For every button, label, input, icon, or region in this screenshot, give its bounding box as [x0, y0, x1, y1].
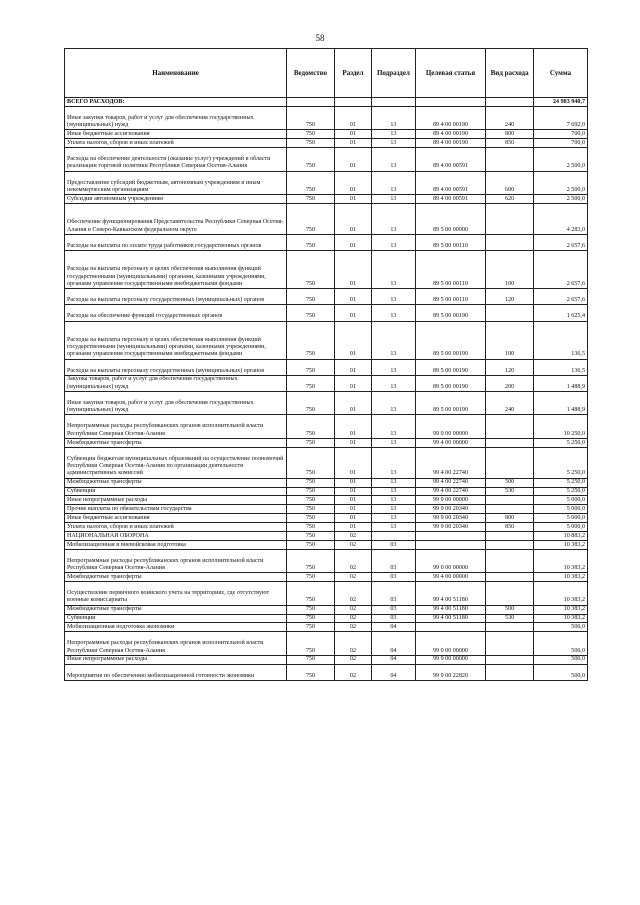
budget-table: [64, 48, 588, 681]
cell-vedomstvo: 750: [287, 130, 335, 139]
cell-statya: 99 4 00 51180: [415, 582, 486, 606]
table-row: [65, 130, 588, 139]
cell-podrazdel: 13: [372, 447, 416, 478]
table-row: [65, 98, 588, 107]
cell-razdel: 01: [334, 234, 371, 250]
cell-vedomstvo: 750: [287, 655, 335, 664]
cell-vid: 500: [486, 605, 534, 614]
cell-podrazdel: 13: [372, 305, 416, 321]
cell-name: Прочие выплаты по обязательствам государства: [65, 505, 287, 514]
cell-name: Уплата налогов, сборов и иных платежей: [65, 139, 287, 148]
cell-name: Субвенции бюджетам муниципальных образований на осуществление полномочий Республики Северная Осетия-Алания по организации деятельности административных комиссий: [65, 447, 287, 478]
cell-vedomstvo: 750: [287, 632, 335, 656]
cell-vedomstvo: 750: [287, 505, 335, 514]
cell-razdel: 02: [334, 605, 371, 614]
cell-vid: 500: [486, 478, 534, 487]
cell-name: Субвенции: [65, 487, 287, 496]
cell-statya: [415, 532, 486, 541]
cell-podrazdel: 13: [372, 321, 416, 359]
cell-vid: [486, 532, 534, 541]
cell-razdel: 01: [334, 106, 371, 130]
header-vedomstvo: Ведомство: [287, 49, 335, 98]
cell-summa: 2 500,0: [533, 148, 587, 172]
cell-summa: 24 983 940,7: [533, 98, 587, 107]
table-row: [65, 614, 588, 623]
cell-summa: 2 657,6: [533, 234, 587, 250]
cell-podrazdel: 13: [372, 106, 416, 130]
cell-podrazdel: 13: [372, 171, 416, 195]
cell-podrazdel: 13: [372, 478, 416, 487]
cell-podrazdel: 13: [372, 289, 416, 305]
cell-name: Иные непрограммные расходы: [65, 655, 287, 664]
cell-vid: [486, 549, 534, 573]
cell-vedomstvo: 750: [287, 305, 335, 321]
cell-summa: 10 383,2: [533, 540, 587, 549]
cell-razdel: 02: [334, 532, 371, 541]
table-row: [65, 375, 588, 391]
cell-summa: 700,0: [533, 139, 587, 148]
cell-podrazdel: 13: [372, 523, 416, 532]
cell-razdel: 01: [334, 391, 371, 415]
cell-statya: 89 5 00 00110: [415, 289, 486, 305]
cell-statya: 99 4 00 22740: [415, 447, 486, 478]
cell-name: Расходы на обеспечение деятельности (оказание услуг) учреждений в области реализации торговой политики Республики Северная Осетия-Алания: [65, 148, 287, 172]
table-row: [65, 532, 588, 541]
cell-name: Расходы на выплаты по оплате труда работников государственных органов: [65, 234, 287, 250]
table-row: [65, 171, 588, 195]
cell-name: Расходы на выплаты персоналу государственных (муниципальных) органов: [65, 289, 287, 305]
cell-razdel: 01: [334, 148, 371, 172]
cell-statya: 89 4 00 00591: [415, 171, 486, 195]
cell-vid: 200: [486, 375, 534, 391]
table-row: [65, 438, 588, 447]
table-row: [65, 478, 588, 487]
cell-summa: 2 500,0: [533, 195, 587, 204]
cell-vid: [486, 496, 534, 505]
cell-vid: [486, 664, 534, 680]
cell-vid: [486, 632, 534, 656]
cell-vid: 530: [486, 614, 534, 623]
cell-razdel: 01: [334, 171, 371, 195]
cell-name: Непрограммные расходы республиканских органов исполнительной власти Республики Северная Осетия-Алания: [65, 549, 287, 573]
table-body: [65, 98, 588, 681]
cell-razdel: 01: [334, 321, 371, 359]
table-row: [65, 540, 588, 549]
table-row: [65, 251, 588, 289]
cell-vedomstvo: 750: [287, 447, 335, 478]
cell-vid: 240: [486, 106, 534, 130]
cell-summa: 1 488,9: [533, 375, 587, 391]
cell-vedomstvo: 750: [287, 321, 335, 359]
cell-vedomstvo: 750: [287, 148, 335, 172]
cell-razdel: 02: [334, 540, 371, 549]
cell-podrazdel: 03: [372, 605, 416, 614]
cell-podrazdel: 13: [372, 148, 416, 172]
cell-podrazdel: 13: [372, 130, 416, 139]
table-row: [65, 496, 588, 505]
cell-razdel: 01: [334, 438, 371, 447]
cell-statya: 99 0 00 00000: [415, 632, 486, 656]
cell-vedomstvo: 750: [287, 359, 335, 375]
cell-razdel: 01: [334, 487, 371, 496]
header-statya: Целевая статья: [415, 49, 486, 98]
cell-summa: 4 283,0: [533, 204, 587, 235]
page-number: 58: [315, 33, 325, 43]
cell-summa: 5 250,0: [533, 478, 587, 487]
table-row: [65, 305, 588, 321]
cell-vedomstvo: 750: [287, 540, 335, 549]
cell-summa: 1 625,4: [533, 305, 587, 321]
cell-name: Расходы на выплаты персоналу государственных (муниципальных) органов: [65, 359, 287, 375]
cell-podrazdel: 13: [372, 195, 416, 204]
table-row: [65, 415, 588, 439]
cell-vid: [486, 415, 534, 439]
cell-podrazdel: 13: [372, 251, 416, 289]
cell-name: Расходы на выплаты персоналу в целях обеспечения выполнения функций государственными (муниципальными) органами, казенными учреждениями, органами управления государственными внебюджетными фондами: [65, 251, 287, 289]
table-row: [65, 487, 588, 496]
cell-vedomstvo: 750: [287, 514, 335, 523]
table-row: [65, 664, 588, 680]
cell-summa: 10 250,0: [533, 415, 587, 439]
cell-podrazdel: 13: [372, 359, 416, 375]
cell-summa: 5 000,0: [533, 514, 587, 523]
table-row: [65, 204, 588, 235]
cell-razdel: 02: [334, 614, 371, 623]
cell-vid: [486, 305, 534, 321]
cell-vid: [486, 505, 534, 514]
cell-name: НАЦИОНАЛЬНАЯ ОБОРОНА: [65, 532, 287, 541]
cell-vid: 850: [486, 523, 534, 532]
cell-razdel: 02: [334, 573, 371, 582]
table-row: [65, 447, 588, 478]
cell-name: Мобилизационная подготовка экономики: [65, 623, 287, 632]
cell-statya: 99 9 00 20340: [415, 523, 486, 532]
cell-vedomstvo: 750: [287, 605, 335, 614]
cell-summa: 500,0: [533, 664, 587, 680]
cell-razdel: 01: [334, 139, 371, 148]
cell-razdel: 01: [334, 130, 371, 139]
cell-vid: 240: [486, 391, 534, 415]
cell-podrazdel: 13: [372, 496, 416, 505]
cell-name: Межбюджетные трансферты: [65, 605, 287, 614]
cell-vid: 120: [486, 289, 534, 305]
cell-vid: 100: [486, 321, 534, 359]
cell-podrazdel: 13: [372, 487, 416, 496]
cell-vid: [486, 655, 534, 664]
cell-statya: 99 0 00 00000: [415, 415, 486, 439]
cell-summa: 5 000,0: [533, 523, 587, 532]
cell-summa: 10 383,2: [533, 582, 587, 606]
cell-statya: 89 5 00 00190: [415, 391, 486, 415]
table-row: [65, 523, 588, 532]
cell-summa: 1 488,9: [533, 391, 587, 415]
cell-podrazdel: 04: [372, 664, 416, 680]
cell-statya: 89 5 00 00190: [415, 305, 486, 321]
cell-vedomstvo: 750: [287, 139, 335, 148]
cell-summa: 10 383,2: [533, 614, 587, 623]
table-row: [65, 623, 588, 632]
cell-name: Субсидии автономным учреждениям: [65, 195, 287, 204]
cell-statya: 99 4 00 00000: [415, 438, 486, 447]
cell-vedomstvo: 750: [287, 623, 335, 632]
cell-statya: 89 4 00 00591: [415, 195, 486, 204]
cell-statya: 89 4 00 00190: [415, 130, 486, 139]
cell-vid: [486, 438, 534, 447]
cell-vid: [486, 148, 534, 172]
table-row: [65, 582, 588, 606]
cell-summa: 136,5: [533, 359, 587, 375]
cell-statya: 99 9 00 22820: [415, 664, 486, 680]
table-row: [65, 139, 588, 148]
cell-summa: 2 500,0: [533, 171, 587, 195]
cell-razdel: 02: [334, 664, 371, 680]
cell-vid: [486, 582, 534, 606]
cell-vid: 600: [486, 171, 534, 195]
cell-podrazdel: 13: [372, 234, 416, 250]
cell-vid: [486, 573, 534, 582]
header-summa: Сумма: [533, 49, 587, 98]
cell-vedomstvo: 750: [287, 438, 335, 447]
cell-statya: 99 4 00 00000: [415, 573, 486, 582]
table-row: [65, 505, 588, 514]
cell-summa: 5 000,0: [533, 505, 587, 514]
cell-statya: 99 9 00 00000: [415, 496, 486, 505]
cell-vedomstvo: 750: [287, 573, 335, 582]
cell-vedomstvo: 750: [287, 614, 335, 623]
cell-name: Предоставление субсидий бюджетным, автономным учреждениям и иным некоммерческим организациям: [65, 171, 287, 195]
cell-vedomstvo: 750: [287, 582, 335, 606]
cell-statya: 99 4 00 22740: [415, 478, 486, 487]
cell-podrazdel: 13: [372, 438, 416, 447]
cell-razdel: 01: [334, 375, 371, 391]
cell-name: Иные бюджетные ассигнования: [65, 514, 287, 523]
cell-name: Иные закупки товаров, работ и услуг для обеспечения государственных (муниципальных) нужд: [65, 391, 287, 415]
cell-vid: 800: [486, 130, 534, 139]
cell-razdel: [334, 98, 371, 107]
cell-podrazdel: 03: [372, 549, 416, 573]
cell-razdel: 01: [334, 523, 371, 532]
cell-vid: [486, 623, 534, 632]
cell-razdel: 01: [334, 496, 371, 505]
cell-vedomstvo: 750: [287, 523, 335, 532]
cell-name: Закупка товаров, работ и услуг для обеспечения государственных (муниципальных) нужд: [65, 375, 287, 391]
cell-podrazdel: 03: [372, 614, 416, 623]
cell-statya: 89 5 00 00190: [415, 375, 486, 391]
cell-razdel: 01: [334, 204, 371, 235]
cell-statya: 89 5 00 00000: [415, 204, 486, 235]
cell-vid: 100: [486, 251, 534, 289]
cell-name: Иные непрограммные расходы: [65, 496, 287, 505]
cell-podrazdel: 13: [372, 375, 416, 391]
cell-name: Уплата налогов, сборов и иных платежей: [65, 523, 287, 532]
cell-name: Межбюджетные трансферты: [65, 478, 287, 487]
cell-name: Мобилизационная и вневойсковая подготовка: [65, 540, 287, 549]
cell-razdel: 01: [334, 289, 371, 305]
table-row: [65, 391, 588, 415]
cell-statya: [415, 98, 486, 107]
cell-vid: 620: [486, 195, 534, 204]
cell-podrazdel: 13: [372, 391, 416, 415]
cell-statya: 89 5 00 00190: [415, 359, 486, 375]
cell-statya: 89 4 00 00591: [415, 148, 486, 172]
cell-vedomstvo: 750: [287, 171, 335, 195]
table-row: [65, 321, 588, 359]
cell-name: Иные бюджетные ассигнования: [65, 130, 287, 139]
cell-statya: [415, 540, 486, 549]
cell-statya: 99 4 00 51180: [415, 614, 486, 623]
cell-podrazdel: 03: [372, 573, 416, 582]
cell-podrazdel: 13: [372, 514, 416, 523]
cell-name: Межбюджетные трансферты: [65, 573, 287, 582]
cell-name: Расходы на обеспечение функций государственных органов: [65, 305, 287, 321]
table-row: [65, 106, 588, 130]
cell-razdel: 01: [334, 478, 371, 487]
header-name: Наименование: [65, 49, 287, 98]
cell-summa: 5 250,0: [533, 438, 587, 447]
cell-summa: 10 383,2: [533, 573, 587, 582]
cell-vedomstvo: 750: [287, 289, 335, 305]
cell-summa: 500,0: [533, 623, 587, 632]
cell-vedomstvo: 750: [287, 496, 335, 505]
cell-summa: 2 657,6: [533, 289, 587, 305]
cell-name: Иные закупки товаров, работ и услуг для обеспечения государственных (муниципальных) нужд: [65, 106, 287, 130]
table-row: [65, 234, 588, 250]
cell-razdel: 01: [334, 195, 371, 204]
cell-vedomstvo: 750: [287, 391, 335, 415]
cell-vid: 850: [486, 139, 534, 148]
cell-razdel: 01: [334, 359, 371, 375]
header-razdel: Раздел: [334, 49, 371, 98]
cell-statya: [415, 623, 486, 632]
cell-podrazdel: 03: [372, 540, 416, 549]
cell-vedomstvo: 750: [287, 251, 335, 289]
cell-vid: 530: [486, 487, 534, 496]
cell-name: Субвенции: [65, 614, 287, 623]
cell-name: Мероприятия по обеспечению мобилизационной готовности экономики: [65, 664, 287, 680]
cell-razdel: 01: [334, 514, 371, 523]
cell-razdel: 01: [334, 447, 371, 478]
header-vid: Вид расхода: [486, 49, 534, 98]
cell-vid: [486, 234, 534, 250]
cell-summa: 5 250,0: [533, 447, 587, 478]
cell-podrazdel: 04: [372, 632, 416, 656]
cell-podrazdel: [372, 532, 416, 541]
cell-statya: 89 5 00 00190: [415, 321, 486, 359]
cell-vedomstvo: 750: [287, 415, 335, 439]
header-podrazdel: Подраздел: [372, 49, 416, 98]
cell-vedomstvo: 750: [287, 106, 335, 130]
cell-podrazdel: 04: [372, 623, 416, 632]
cell-summa: 2 657,6: [533, 251, 587, 289]
cell-vedomstvo: [287, 98, 335, 107]
cell-razdel: 01: [334, 415, 371, 439]
table-row: [65, 655, 588, 664]
cell-name: Обеспечение функционирования Представительства Республики Северная Осетия-Алания в Северо-Кавказском федеральном округе: [65, 204, 287, 235]
cell-summa: 10 383,2: [533, 549, 587, 573]
cell-podrazdel: [372, 98, 416, 107]
cell-summa: 5 000,0: [533, 496, 587, 505]
cell-summa: 500,0: [533, 632, 587, 656]
cell-vedomstvo: 750: [287, 375, 335, 391]
table-row: [65, 549, 588, 573]
cell-name: Непрограммные расходы республиканских органов исполнительной власти Республики Северная Осетия-Алания: [65, 415, 287, 439]
cell-vedomstvo: 750: [287, 234, 335, 250]
cell-summa: 10 883,2: [533, 532, 587, 541]
cell-summa: 7 692,0: [533, 106, 587, 130]
cell-statya: 99 4 00 22740: [415, 487, 486, 496]
table-row: [65, 289, 588, 305]
table-row: [65, 148, 588, 172]
cell-name: Осуществление первичного воинского учета на территориях, где отсутствуют военные комиссариаты: [65, 582, 287, 606]
cell-name: Межбюджетные трансферты: [65, 438, 287, 447]
cell-statya: 89 4 00 00190: [415, 139, 486, 148]
table-row: [65, 573, 588, 582]
table-row: [65, 605, 588, 614]
cell-razdel: 01: [334, 505, 371, 514]
cell-vedomstvo: 750: [287, 487, 335, 496]
cell-statya: 89 5 00 00110: [415, 251, 486, 289]
cell-razdel: 02: [334, 655, 371, 664]
cell-summa: 136,5: [533, 321, 587, 359]
cell-vedomstvo: 750: [287, 478, 335, 487]
cell-podrazdel: 13: [372, 204, 416, 235]
table-row: [65, 195, 588, 204]
cell-razdel: 02: [334, 623, 371, 632]
cell-vid: [486, 447, 534, 478]
cell-statya: 99 9 00 20340: [415, 505, 486, 514]
cell-vedomstvo: 750: [287, 664, 335, 680]
table-row: [65, 359, 588, 375]
cell-vedomstvo: 750: [287, 532, 335, 541]
cell-razdel: 02: [334, 582, 371, 606]
cell-summa: 5 250,0: [533, 487, 587, 496]
cell-statya: 89 5 00 00110: [415, 234, 486, 250]
cell-podrazdel: 04: [372, 655, 416, 664]
cell-podrazdel: 13: [372, 505, 416, 514]
cell-razdel: 02: [334, 549, 371, 573]
cell-vid: 800: [486, 514, 534, 523]
cell-statya: 99 4 00 51180: [415, 605, 486, 614]
cell-vid: [486, 98, 534, 107]
cell-vedomstvo: 750: [287, 195, 335, 204]
cell-statya: 99 9 00 00000: [415, 655, 486, 664]
cell-name: ВСЕГО РАСХОДОВ:: [65, 98, 287, 107]
cell-statya: 99 0 00 00000: [415, 549, 486, 573]
cell-razdel: 01: [334, 305, 371, 321]
table-header-row: [65, 49, 588, 98]
cell-razdel: 02: [334, 632, 371, 656]
cell-vid: [486, 204, 534, 235]
cell-podrazdel: 13: [372, 139, 416, 148]
cell-vedomstvo: 750: [287, 549, 335, 573]
cell-vid: 120: [486, 359, 534, 375]
cell-podrazdel: 13: [372, 415, 416, 439]
cell-statya: 89 4 00 00190: [415, 106, 486, 130]
cell-summa: 500,0: [533, 655, 587, 664]
cell-summa: 10 383,2: [533, 605, 587, 614]
cell-razdel: 01: [334, 251, 371, 289]
cell-statya: 99 9 00 20340: [415, 514, 486, 523]
cell-podrazdel: 03: [372, 582, 416, 606]
cell-vid: [486, 540, 534, 549]
cell-vedomstvo: 750: [287, 204, 335, 235]
cell-name: Расходы на выплаты персоналу в целях обеспечения выполнения функций государственными (муниципальными) органами, казенными учреждениями, органами управления государственными внебюджетными фондами: [65, 321, 287, 359]
cell-summa: 700,0: [533, 130, 587, 139]
table-row: [65, 514, 588, 523]
cell-name: Непрограммные расходы республиканских органов исполнительной власти Республики Северная Осетия-Алания: [65, 632, 287, 656]
table-row: [65, 632, 588, 656]
